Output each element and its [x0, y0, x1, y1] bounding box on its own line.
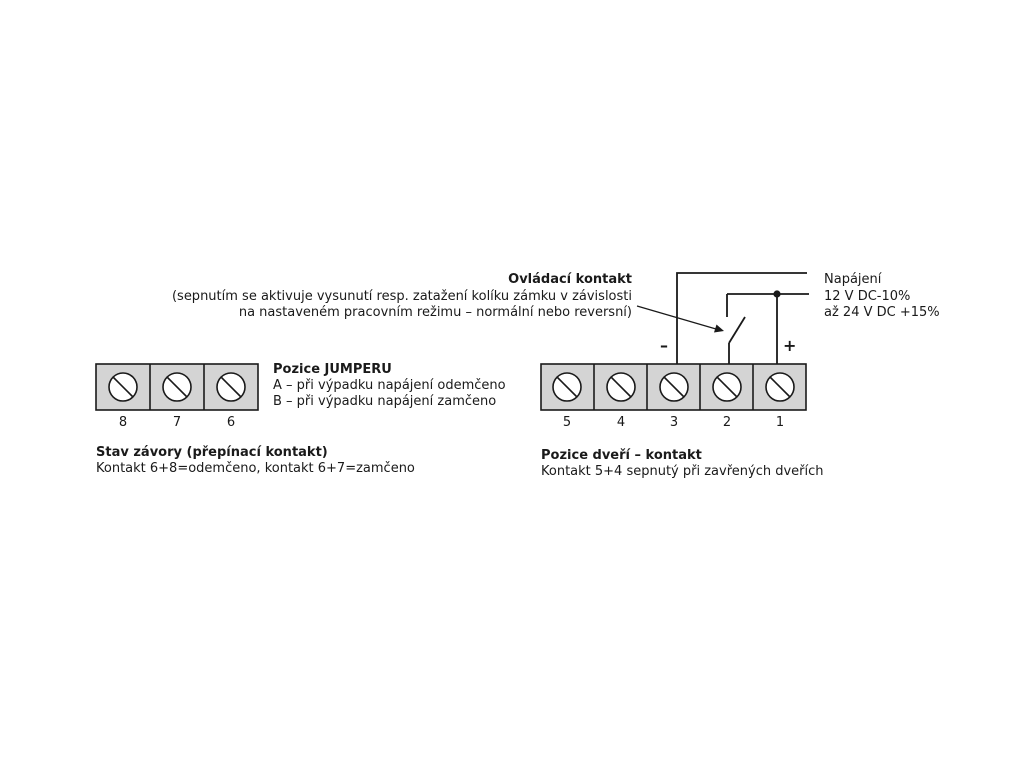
- switch-blade: [729, 317, 745, 343]
- pointer-arrow: [637, 306, 724, 333]
- control-contact-line1: (sepnutím se aktivuje vysunutí resp. zatažení kolíku zámku v závislosti: [171, 289, 632, 304]
- jumper-option-a: A – při výpadku napájení odemčeno: [273, 378, 506, 393]
- terminal-label-4: 4: [616, 415, 626, 430]
- terminal-label-2: 2: [722, 415, 732, 430]
- left-terminal-block: [96, 364, 258, 410]
- terminal-screw-2: [713, 373, 741, 401]
- jumper-title: Pozice JUMPERU: [273, 362, 392, 377]
- plus-sign: +: [783, 336, 797, 355]
- terminal-screw-1: [766, 373, 794, 401]
- power-label: Napájení: [824, 272, 882, 287]
- terminal-screw-3: [660, 373, 688, 401]
- lock-state-text: Kontakt 6+8=odemčeno, kontakt 6+7=zamčeno: [96, 461, 415, 476]
- right-terminal-block: [541, 364, 806, 410]
- jumper-option-b: B – při výpadku napájení zamčeno: [273, 394, 497, 409]
- lock-state-title: Stav závory (přepínací kontakt): [96, 445, 328, 460]
- terminal-screw-6: [217, 373, 245, 401]
- terminal-label-6: 6: [226, 415, 236, 430]
- door-text: Kontakt 5+4 sepnutý při zavřených dveřích: [541, 464, 824, 479]
- door-title: Pozice dveří – kontakt: [541, 448, 702, 463]
- terminal-screw-7: [163, 373, 191, 401]
- terminal-screw-5: [553, 373, 581, 401]
- terminal-screw-4: [607, 373, 635, 401]
- control-contact-line2: na nastaveném pracovním režimu – normální nebo reversní): [238, 305, 632, 320]
- power-voltage-min: 12 V DC-10%: [824, 289, 911, 304]
- terminal-label-7: 7: [172, 415, 182, 430]
- terminal-label-3: 3: [669, 415, 679, 430]
- control-contact-title: Ovládací kontakt: [508, 272, 632, 287]
- terminal-screw-8: [109, 373, 137, 401]
- terminal-label-1: 1: [775, 415, 785, 430]
- minus-sign: –: [660, 336, 668, 355]
- terminal-label-5: 5: [562, 415, 572, 430]
- power-voltage-max: až 24 V DC +15%: [824, 305, 940, 320]
- terminal-label-8: 8: [118, 415, 128, 430]
- junction-dot: [773, 290, 780, 297]
